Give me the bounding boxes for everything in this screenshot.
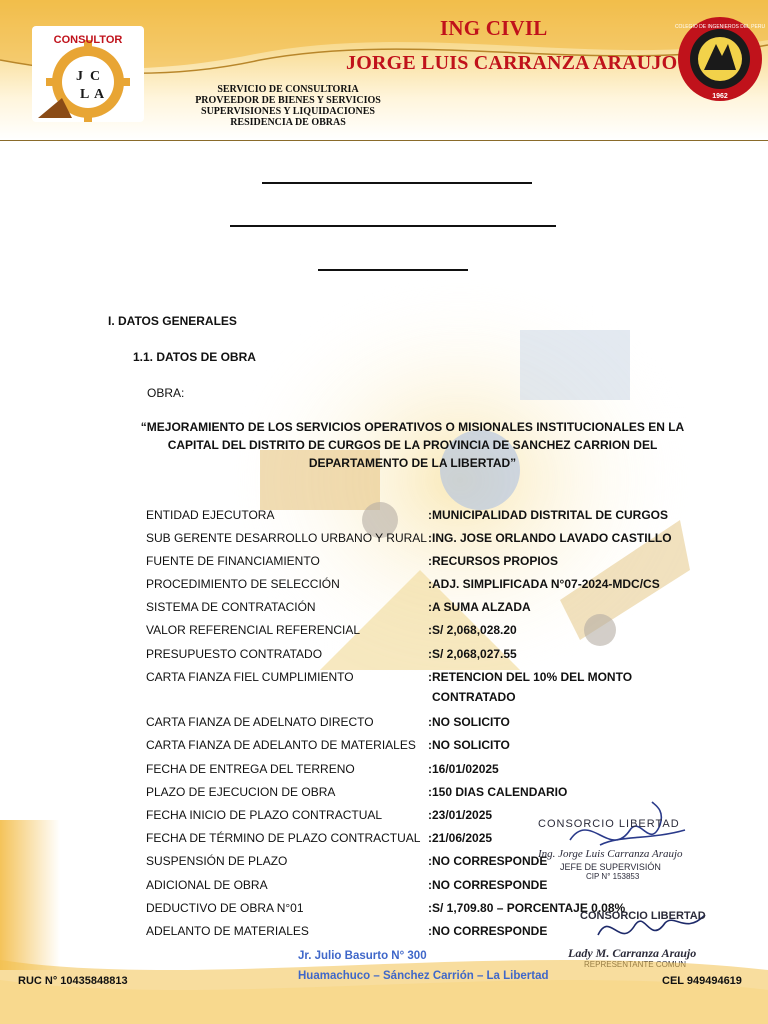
data-row: [146, 715, 706, 731]
signer-name-representative: Lady M. Carranza Araujo: [568, 946, 697, 960]
field-value: :NO SOLICITO: [428, 738, 510, 752]
svg-text:C: C: [90, 69, 101, 84]
field-label: SISTEMA DE CONTRATACIÓN: [146, 600, 316, 614]
service-item: SUPERVISIONES Y LIQUIDACIONES: [201, 106, 375, 117]
field-label: CARTA FIANZA DE ADELNATO DIRECTO: [146, 715, 374, 729]
field-value: :NO CORRESPONDE: [428, 878, 548, 892]
field-value: :150 DIAS CALENDARIO: [428, 785, 568, 799]
data-row: [146, 531, 706, 547]
blank-title-line: [230, 225, 556, 227]
service-item: RESIDENCIA DE OBRAS: [230, 117, 346, 128]
field-label: PLAZO DE EJECUCION DE OBRA: [146, 785, 336, 799]
field-value: :RETENCION DEL 10% DEL MONTO: [428, 670, 633, 684]
field-label: FECHA INICIO DE PLAZO CONTRACTUAL: [146, 808, 383, 822]
field-value: :ADJ. SIMPLIFICADA N°07-2024-MDC/CS: [428, 577, 660, 591]
field-label: CARTA FIANZA DE ADELANTO DE MATERIALES: [146, 738, 416, 752]
field-label: ADICIONAL DE OBRA: [146, 878, 268, 892]
data-row: [146, 623, 706, 639]
footer-phone: CEL 949494619: [662, 975, 742, 987]
data-row: [146, 738, 706, 754]
data-row: [146, 762, 706, 778]
signer-role-supervisor: JEFE DE SUPERVISIÓN: [560, 862, 661, 872]
footer-address-line2: Huamachuco – Sánchez Carrión – La Libertad: [298, 970, 549, 982]
consultor-logo: [32, 26, 144, 122]
field-value: :S/ 2,068,027.55: [428, 647, 517, 661]
cip-seal: [672, 14, 768, 104]
seal-year: 1962: [712, 93, 728, 100]
field-value: :S/ 1,709.80 – PORCENTAJE 0.08%: [428, 901, 626, 915]
blank-title-line: [262, 182, 532, 184]
section-heading-general: I. DATOS GENERALES: [108, 314, 237, 328]
field-label: CARTA FIANZA FIEL CUMPLIMIENTO: [146, 670, 354, 684]
field-value: :NO CORRESPONDE: [428, 854, 548, 868]
obra-label: OBRA:: [147, 386, 185, 400]
service-item: SERVICIO DE CONSULTORIA: [217, 84, 359, 95]
field-value-continued: CONTRATADO: [432, 690, 516, 704]
field-value: :MUNICIPALIDAD DISTRITAL DE CURGOS: [428, 508, 668, 522]
stamp-consorcio-2: CONSORCIO LIBERTAD: [580, 910, 706, 922]
header-title-line2: JORGE LUIS CARRANZA ARAUJO: [346, 52, 678, 74]
cip-seal-logo-icon: [672, 14, 768, 104]
field-label: FUENTE DE FINANCIAMIENTO: [146, 554, 320, 568]
footer-ruc: RUC N° 10435848813: [18, 975, 128, 987]
field-value: :NO SOLICITO: [428, 715, 510, 729]
field-value: :23/01/2025: [428, 808, 493, 822]
data-row: [146, 577, 706, 593]
svg-text:L: L: [80, 87, 90, 102]
services-list: [178, 84, 398, 128]
field-value: :A SUMA ALZADA: [428, 600, 531, 614]
stamp-consorcio-1: CONSORCIO LIBERTAD: [538, 818, 680, 830]
field-label: SUSPENSIÓN DE PLAZO: [146, 854, 288, 868]
field-label: FECHA DE ENTREGA DEL TERRENO: [146, 762, 355, 776]
field-label: VALOR REFERENCIAL REFERENCIAL: [146, 623, 361, 637]
data-row: [146, 785, 706, 801]
field-label: SUB GERENTE DESARROLLO URBANO Y RURAL: [146, 531, 427, 545]
subsection-heading-obra: 1.1. DATOS DE OBRA: [133, 350, 256, 364]
data-row: [146, 647, 706, 663]
field-value: :16/01/02025: [428, 762, 499, 776]
field-label: DEDUCTIVO DE OBRA N°01: [146, 901, 304, 915]
obra-description: “MEJORAMIENTO DE LOS SERVICIOS OPERATIVOS O MISIONALES INSTITUCIONALES EN LA CAPITAL DEL DISTRITO DE CURGOS DE LA PROVINCIA DE SANCHEZ CARRION DEL DEPARTAMENTO DE LA LIBERTAD”: [140, 420, 685, 470]
field-value: :ING. JOSE ORLANDO LAVADO CASTILLO: [428, 531, 672, 545]
field-label: ADELANTO DE MATERIALES: [146, 924, 309, 938]
field-label: PROCEDIMIENTO DE SELECCIÓN: [146, 577, 340, 591]
field-label: ENTIDAD EJECUTORA: [146, 508, 275, 522]
field-value: :NO CORRESPONDE: [428, 924, 548, 938]
data-row: [146, 600, 706, 616]
data-row: [146, 670, 706, 706]
blank-title-line: [318, 269, 468, 271]
data-row: [146, 508, 706, 524]
seal-ring-text: COLEGIO DE INGENIEROS DEL PERU: [674, 24, 766, 30]
service-item: PROVEEDOR DE BIENES Y SERVICIOS: [195, 95, 381, 106]
field-value: :RECURSOS PROPIOS: [428, 554, 559, 568]
svg-text:A: A: [94, 87, 105, 102]
header-title-line1: ING CIVIL: [440, 16, 548, 40]
consultor-gear-logo-icon: [32, 26, 144, 122]
field-label: PRESUPUESTO CONTRATADO: [146, 647, 323, 661]
signer-name-supervisor: Ing. Jorge Luis Carranza Araujo: [538, 848, 683, 860]
field-value: :21/06/2025: [428, 831, 493, 845]
footer-address-line1: Jr. Julio Basurto N° 300: [298, 950, 427, 962]
svg-text:J: J: [76, 69, 83, 84]
logo-arc-text: CONSULTOR: [53, 34, 123, 46]
data-row: [146, 554, 706, 570]
field-label: FECHA DE TÉRMINO DE PLAZO CONTRACTUAL: [146, 831, 421, 845]
signer-cip: CIP N° 153853: [586, 872, 640, 881]
field-value: :S/ 2,068,028.20: [428, 623, 517, 637]
